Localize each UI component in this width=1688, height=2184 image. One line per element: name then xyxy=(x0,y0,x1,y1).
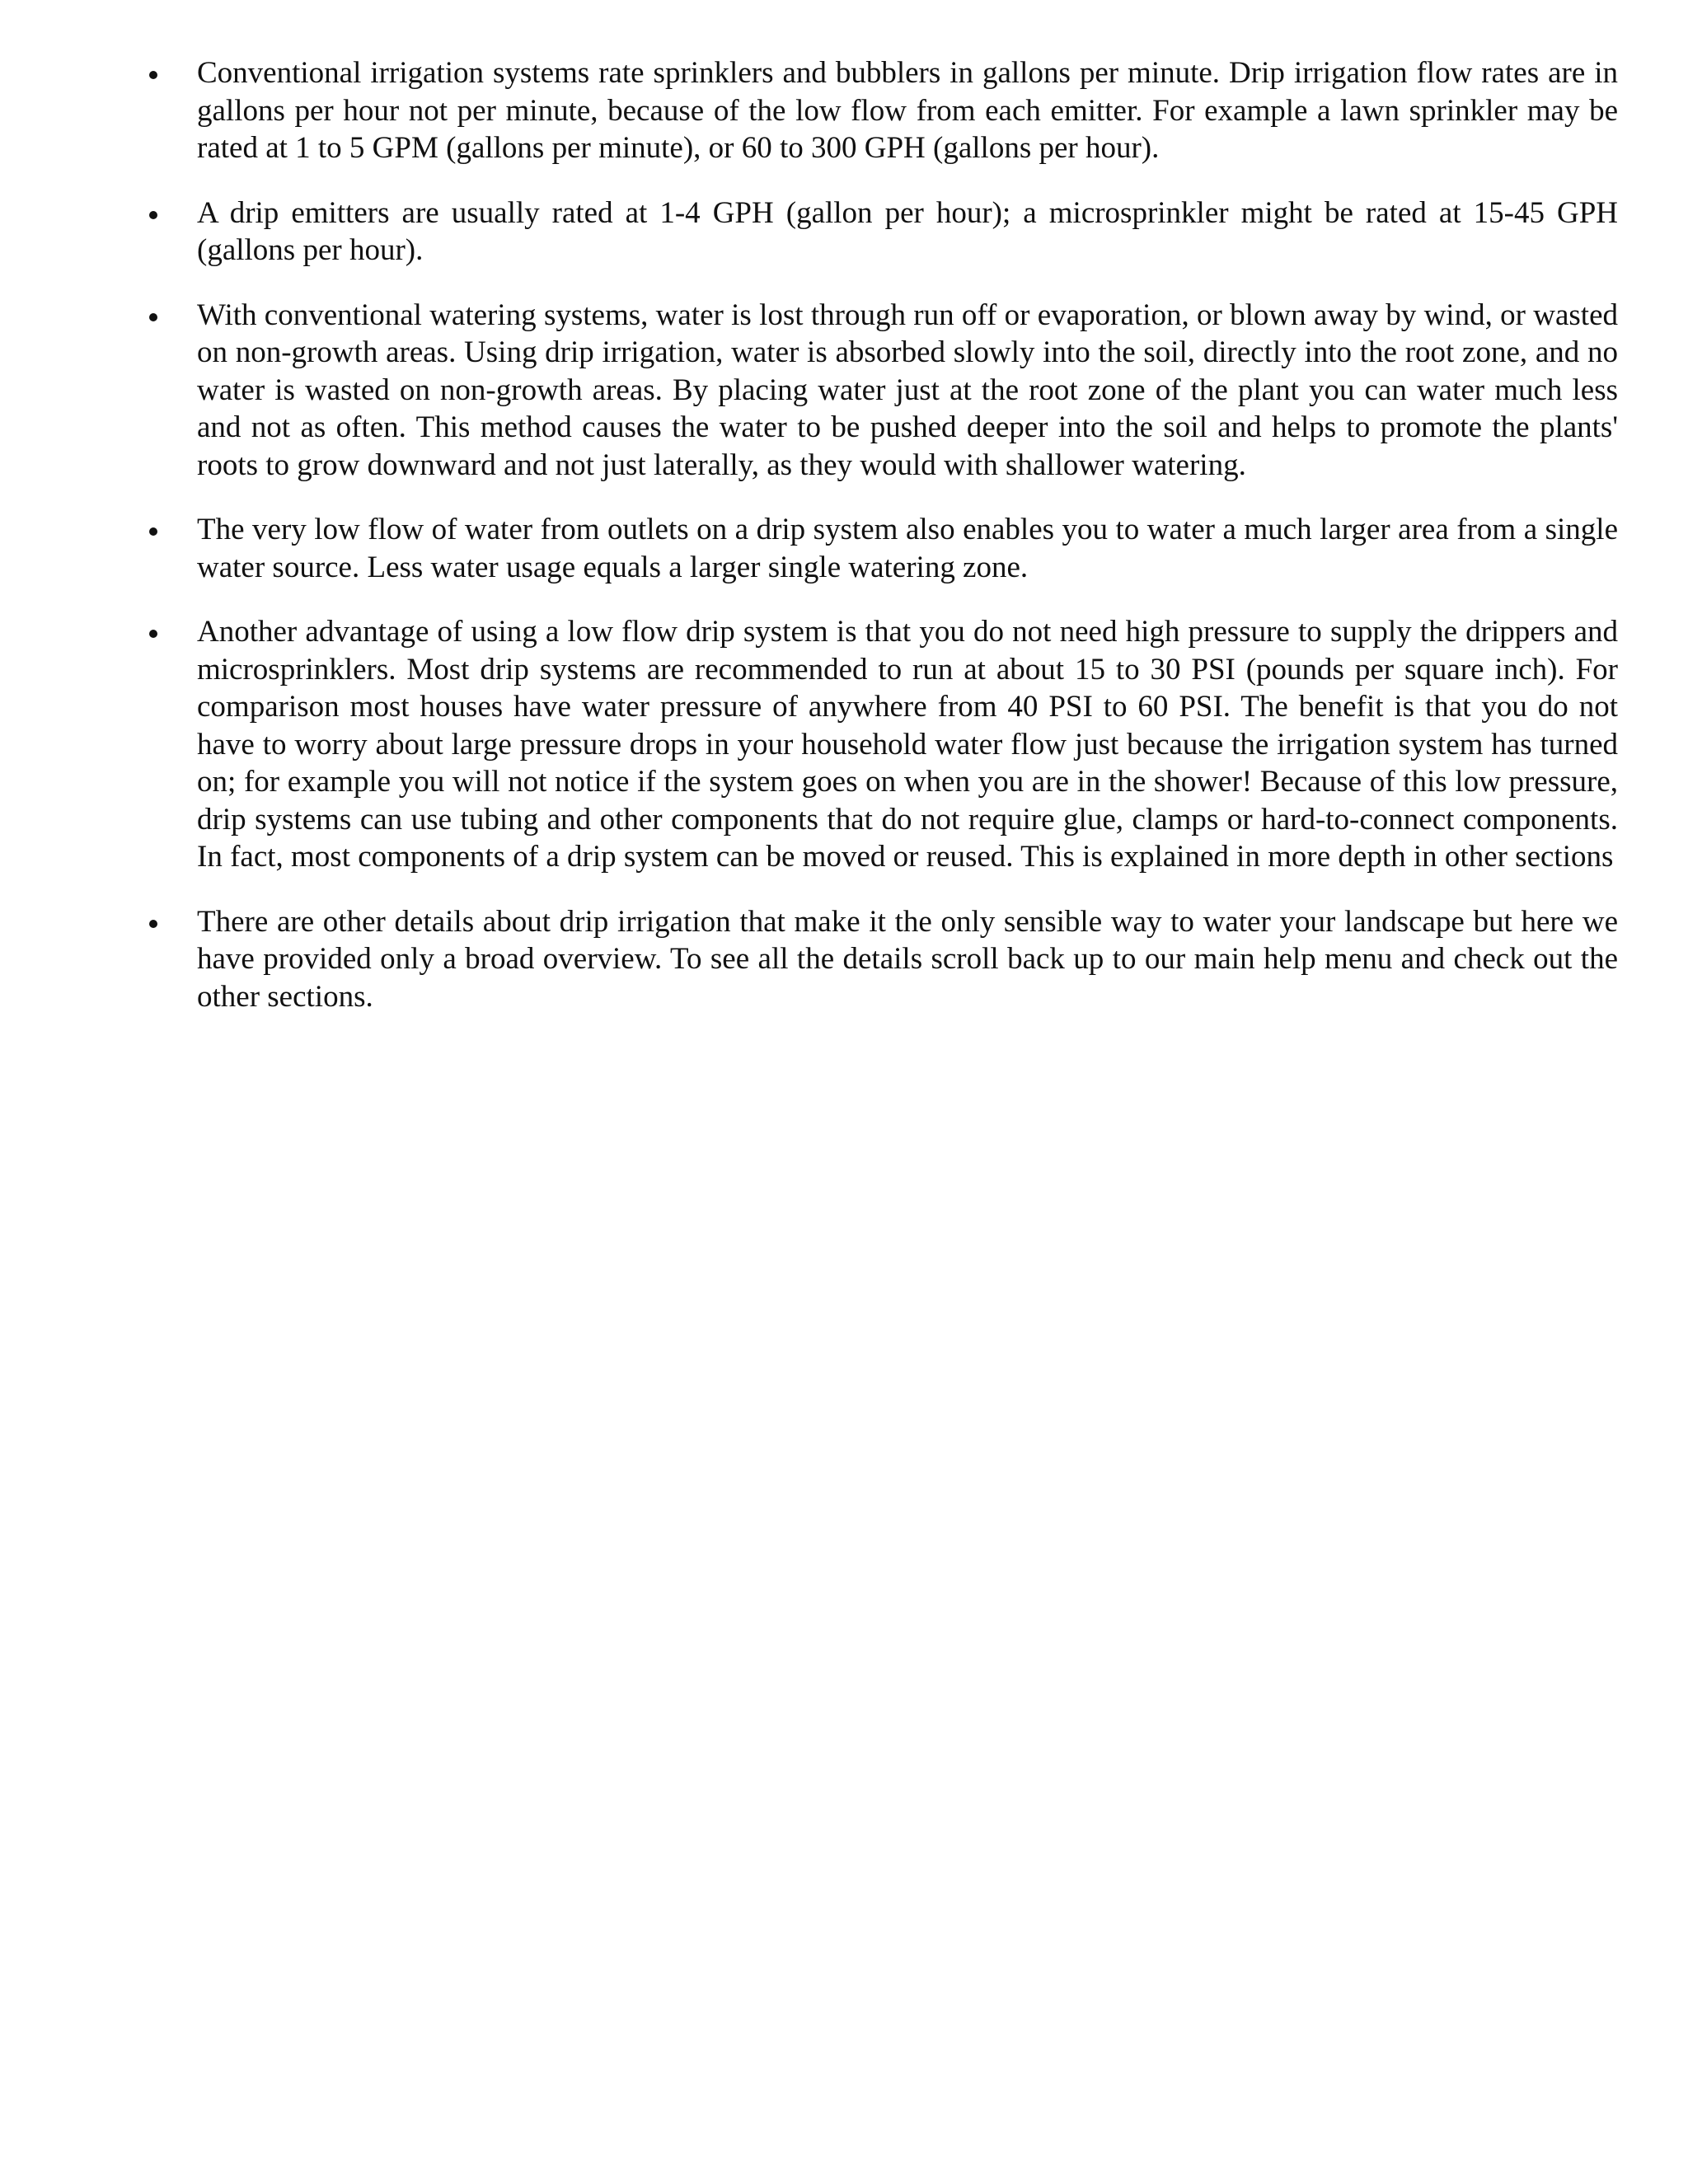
bullet-item-low-flow-area xyxy=(0,511,1688,586)
bullet-text: The very low flow of water from outlets on a drip system also enables you to water a much larger area from a single water source. Less water usage equals a larger single watering zone. xyxy=(197,513,1618,584)
bullet-icon xyxy=(149,920,157,928)
bullet-item-other-details xyxy=(0,903,1688,1016)
bullet-item-water-loss xyxy=(0,297,1688,485)
bullet-icon xyxy=(149,211,157,219)
bullet-icon xyxy=(149,313,157,321)
bullet-text: A drip emitters are usually rated at 1-4 GPH (gallon per hour); a microsprinkler might be rated at 15-45 GPH (gallons per hour). xyxy=(197,195,1618,267)
bullet-text: With conventional watering systems, water is lost through run off or evaporation, or blown away by wind, or wasted on non-growth areas. Using drip irrigation, water is absorbed slowly into the soil, directly into the root zone, and no water is wasted on non-growth areas. By placing water just at the root zone of the plant you can water much less and not as often. This method causes the water to be pushed deeper into the soil and helps to promote the plants' roots to grow downward and not just laterally, as they would with shallower watering. xyxy=(197,298,1618,482)
bullet-item-gpm-vs-gph xyxy=(0,54,1688,167)
bullet-icon xyxy=(149,71,157,79)
bullet-icon xyxy=(149,630,157,638)
bullet-icon xyxy=(149,527,157,536)
bullet-item-low-pressure xyxy=(0,613,1688,876)
bullet-item-emitter-ratings xyxy=(0,194,1688,269)
bullet-text: There are other details about drip irrigation that make it the only sensible way to water your landscape but here we have provided only a broad overview. To see all the details scroll back up to our main help menu and check out the other sections. xyxy=(197,904,1618,1014)
bullet-text: Another advantage of using a low flow drip system is that you do not need high pressure to supply the drippers and microsprinklers. Most drip systems are recommended to run at about 15 to 30 PSI (pounds per square inch). For comparison most houses have water pressure of anywhere from 40 PSI to 60 PSI. The benefit is that you do not have to worry about large pressure drops in your household water flow just because the irrigation system has turned on; for example you will not notice if the system goes on when you are in the shower! Because of this low pressure, drip systems can use tubing and other components that do not require glue, clamps or hard-to-connect components. In fact, most components of a drip system can be moved or reused. This is explained in more depth in other sections xyxy=(197,615,1618,874)
bullet-list xyxy=(0,54,1688,1043)
bullet-text: Conventional irrigation systems rate sprinklers and bubblers in gallons per minute. Drip irrigation flow rates are in gallons per hour not per minute, because of the low flow from each emitter. For example a lawn sprinkler may be rated at 1 to 5 GPM (gallons per minute), or 60 to 300 GPH (gallons per hour). xyxy=(197,56,1618,165)
